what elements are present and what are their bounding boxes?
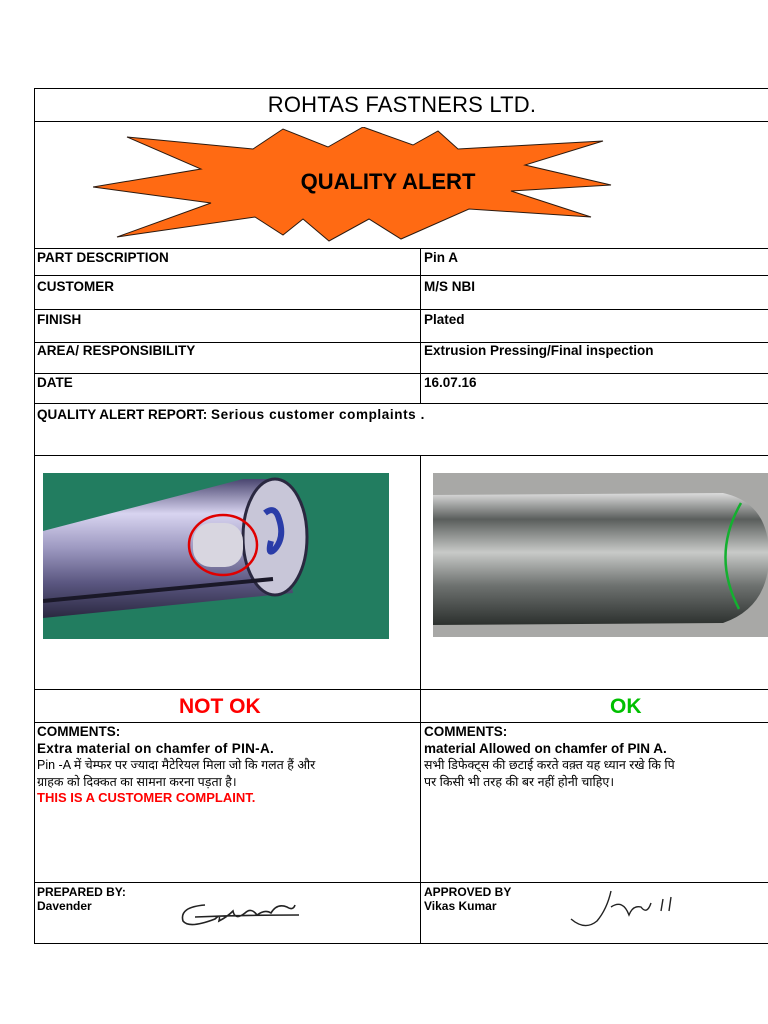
ok-hindi-line-1: सभी डिफेक्ट्स की छटाई करते वक़्त यह ध्यान रखे कि पि bbox=[424, 758, 675, 772]
area-responsibility-label: AREA/ RESPONSIBILITY bbox=[37, 343, 196, 358]
divider bbox=[35, 309, 768, 310]
ok-comments-label: COMMENTS: bbox=[424, 724, 508, 739]
divider bbox=[35, 722, 768, 723]
prepared-by-label: PREPARED BY: bbox=[37, 885, 126, 899]
approved-by-label: APPROVED BY bbox=[424, 885, 512, 899]
not-ok-verdict: NOT OK bbox=[179, 695, 261, 718]
divider bbox=[35, 248, 768, 249]
company-name: ROHTAS FASTNERS LTD. bbox=[267, 92, 537, 117]
divider bbox=[35, 455, 768, 456]
not-ok-comments bbox=[37, 724, 417, 807]
prepared-by-signature bbox=[175, 895, 305, 931]
pin-ok-illustration bbox=[433, 473, 768, 637]
finish-value: Plated bbox=[424, 312, 465, 327]
date-label: DATE bbox=[37, 375, 73, 390]
not-ok-hindi-line-2: ग्राहक को दिक्कत का सामना करना पड़ता है। bbox=[37, 774, 237, 789]
divider bbox=[35, 882, 768, 883]
quality-alert-title: QUALITY ALERT bbox=[300, 169, 476, 194]
report-text: Serious customer complaints . bbox=[211, 407, 425, 422]
approved-by-signature bbox=[567, 889, 697, 933]
prepared-by bbox=[37, 885, 126, 913]
ok-comments bbox=[424, 724, 768, 790]
date-value: 16.07.16 bbox=[424, 375, 477, 390]
not-ok-comment-line: Extra material on chamfer of PIN-A. bbox=[37, 740, 275, 756]
not-ok-pin-photo bbox=[43, 473, 389, 639]
area-responsibility-value: Extrusion Pressing/Final inspection bbox=[424, 343, 654, 358]
ok-verdict: OK bbox=[610, 695, 642, 718]
customer-value: M/S NBI bbox=[424, 279, 476, 294]
quality-alert-sheet bbox=[34, 88, 768, 944]
divider bbox=[35, 403, 768, 404]
pin-defect-illustration bbox=[43, 473, 389, 639]
not-ok-comments-label: COMMENTS: bbox=[37, 724, 121, 739]
not-ok-hindi-line-1: Pin -A में चेम्फर पर ज्यादा मैटेरियल मिला जो कि गलत हैं और bbox=[37, 758, 316, 772]
customer-complaint-alert: THIS IS A CUSTOMER COMPLAINT. bbox=[37, 790, 256, 805]
ok-pin-photo bbox=[433, 473, 768, 637]
divider bbox=[35, 275, 768, 276]
approved-by-name: Vikas Kumar bbox=[424, 899, 497, 913]
divider bbox=[35, 121, 768, 122]
part-description-label: PART DESCRIPTION bbox=[37, 250, 169, 265]
quality-alert-report bbox=[37, 407, 425, 422]
part-description-value: Pin A bbox=[424, 250, 459, 265]
finish-label: FINISH bbox=[37, 312, 82, 327]
column-divider bbox=[420, 248, 421, 403]
customer-label: CUSTOMER bbox=[37, 279, 115, 294]
approved-by bbox=[424, 885, 511, 913]
quality-alert-starburst bbox=[93, 127, 615, 243]
ok-hindi-line-2: पर किसी भी तरह की बर नहीं होनी चाहिए। bbox=[424, 774, 615, 789]
column-divider bbox=[420, 455, 421, 943]
report-label: QUALITY ALERT REPORT: bbox=[37, 407, 208, 422]
prepared-by-name: Davender bbox=[37, 899, 92, 913]
divider bbox=[35, 373, 768, 374]
divider bbox=[35, 689, 768, 690]
ok-comment-line: material Allowed on chamfer of PIN A. bbox=[424, 740, 667, 756]
